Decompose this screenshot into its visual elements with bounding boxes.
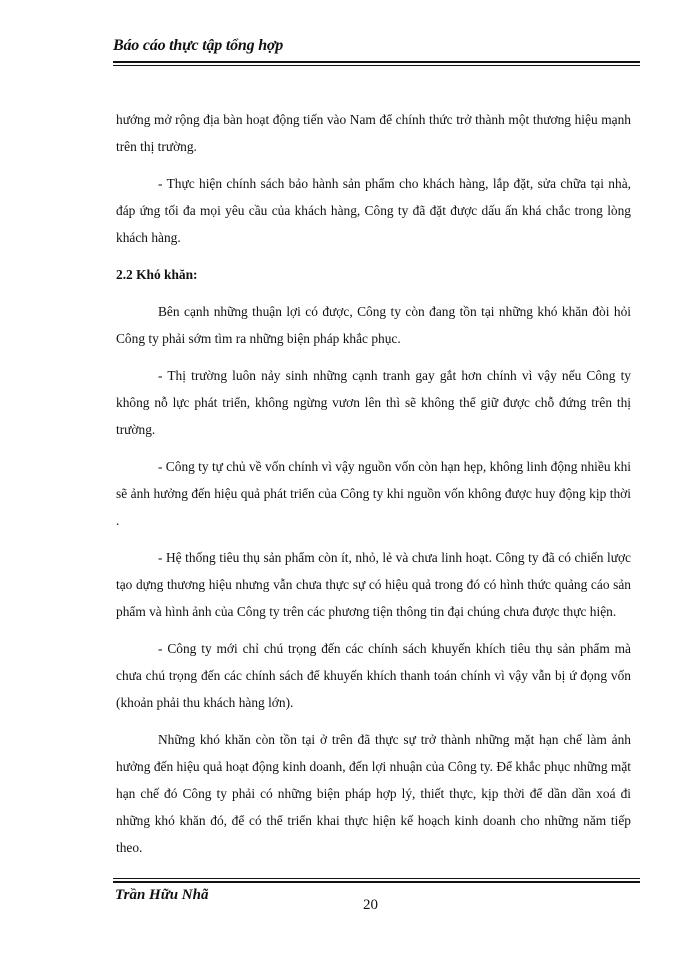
author-name: Trần Hữu Nhã	[115, 887, 209, 903]
section-heading: 2.2 Khó khăn:	[116, 267, 198, 282]
footer-row	[113, 883, 640, 913]
page-number: 20	[363, 897, 378, 913]
paragraph-4: - Thị trường luôn nảy sinh những cạnh tranh gay gắt hơn chính vì vậy nếu Công ty không nỗ lực phát triển, không ngừng vươn lên thì sẽ không thể giữ được chỗ đứng trên thị trường.	[116, 368, 631, 437]
footer-rule-thin	[113, 878, 640, 879]
paragraph-2: - Thực hiện chính sách bảo hành sản phẩm cho khách hàng, lắp đặt, sửa chữa tại nhà, đáp ứng tối đa mọi yêu cầu của khách hàng, Công ty đã đặt được dấu ấn khá chắc trong lòng khách hàng.	[116, 176, 631, 245]
paragraph-6: - Hệ thống tiêu thụ sản phẩm còn ít, nhỏ, lẻ và chưa linh hoạt. Công ty đã có chiến lược tạo dựng thương hiệu nhưng vẫn chưa thực sự có hiệu quả trong đó có hình thức quảng cáo sản phẩm và hình ảnh của Công ty trên các phương tiện thông tin đại chúng chưa được thực hiện.	[116, 550, 631, 619]
paragraph-1: hướng mở rộng địa bàn hoạt động tiến vào Nam để chính thức trở thành một thương hiệu mạnh trên thị trường.	[116, 112, 631, 154]
document-body	[116, 106, 631, 871]
page-footer	[113, 878, 640, 913]
paragraph-3: Bên cạnh những thuận lợi có được, Công ty còn đang tồn tại những khó khăn đòi hỏi Công ty phải sớm tìm ra những biện pháp khắc phục.	[116, 304, 631, 346]
page-header	[113, 36, 640, 66]
paragraph-8: Những khó khăn còn tồn tại ở trên đã thực sự trở thành những mặt hạn chế làm ảnh hưởng đến hiệu quả hoạt động kinh doanh, đến lợi nhuận của Công ty. Để khắc phục những mặt hạn chế đó Công ty phải có những biện pháp hợp lý, thiết thực, kịp thời để dần dần xoá đi những khó khăn đó, để có thể triển khai thực hiện kế hoạch kinh doanh cho những năm tiếp theo.	[116, 732, 631, 855]
header-rule-thick	[113, 61, 640, 63]
paragraph-5: - Công ty tự chủ về vốn chính vì vậy nguồn vốn còn hạn hẹp, không linh động nhiều khi sẽ ảnh hưởng đến hiệu quả phát triển của Công ty khi nguồn vốn không được huy động kịp thời .	[116, 459, 631, 528]
header-title: Báo cáo thực tập tổng hợp	[113, 37, 284, 54]
paragraph-7: - Công ty mới chỉ chú trọng đến các chính sách khuyến khích tiêu thụ sản phẩm mà chưa chú trọng đến các chính sách để khuyến khích thanh toán chính vì vậy vẫn bị ứ đọng vốn (khoản phải thu khách hàng lớn).	[116, 641, 631, 710]
header-rule-thin	[113, 65, 640, 66]
